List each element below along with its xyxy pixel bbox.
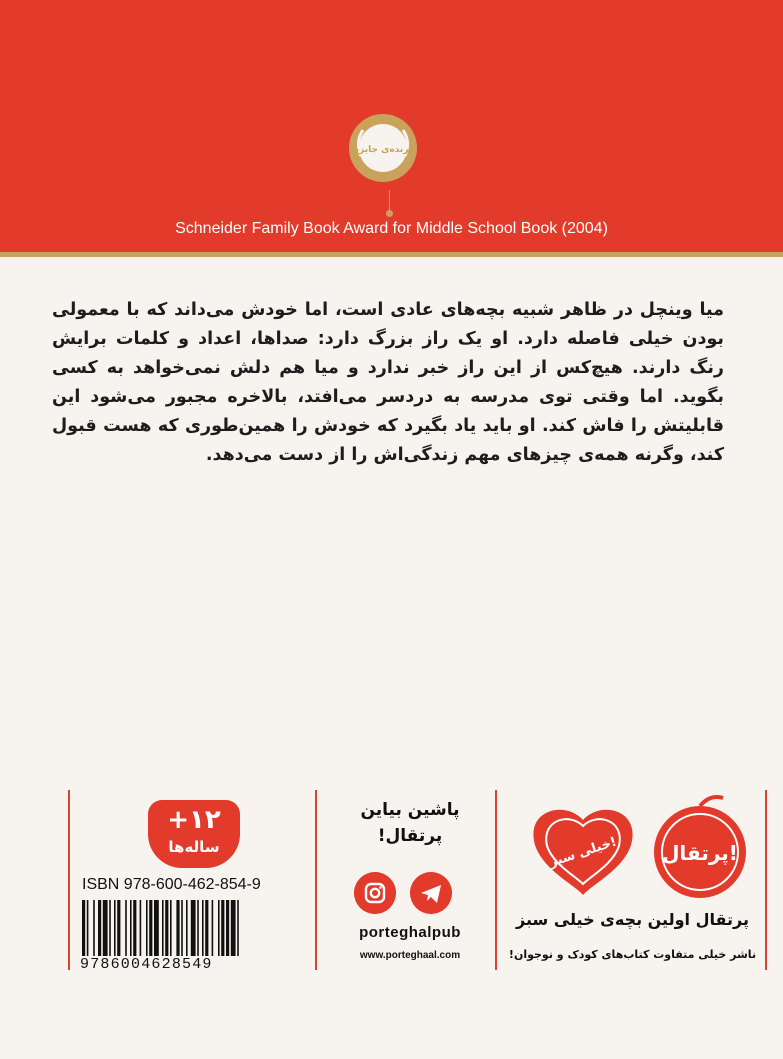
award-medal-icon [347, 112, 419, 184]
telegram-icon[interactable] [410, 872, 452, 914]
porteghal-logo-icon [654, 797, 746, 898]
book-description: میا وینچل در ظاهر شبیه بچه‌های عادی است، اما خودش می‌داند که با معمولی بودن خیلی فاصله دارد. او یک راز بزرگ دارد: صداها، اعداد و کلمات برایش رنگ دارند. هیچ‌کس از این راز خبر ندارد و میا هم دلش نمی‌خواهد به کسی بگوید. اما وقتی توی مدرسه به دردسر می‌افتد، بالاخره مجبور می‌شود این قابلیتش را فاش کند. او باید یاد بگیرد که خودش را همین‌طوری که هست قبول کند، وگرنه همه‌ی چیزهای مهم زندگی‌اش را از دست می‌دهد. [52, 300, 724, 465]
divider-right [765, 790, 767, 970]
instagram-icon[interactable] [354, 872, 396, 914]
publisher-subtagline: ناشر خیلی متفاوت کتاب‌های کودک و نوجوان! [508, 948, 757, 961]
isbn-text: ISBN 978-600-462-854-9 [82, 876, 261, 893]
award-badge-text: برنده‌ی جایزه [353, 145, 413, 155]
age-badge [148, 800, 240, 868]
imprint-logo-text: خیلی سبز! [547, 834, 619, 871]
award-dot [386, 210, 393, 217]
follow-line-1: پاشین بیاین [360, 800, 460, 820]
age-value: +۱۲ [167, 805, 221, 835]
publisher-logos [505, 790, 760, 910]
barcode-number: 9786004628549 [80, 956, 213, 973]
divider-left [68, 790, 70, 970]
award-line [389, 190, 390, 212]
social-handle: porteghalpub [359, 924, 461, 941]
award-title: Schneider Family Book Award for Middle School Book (2004) [175, 220, 608, 237]
follow-line-2: پرتقال! [377, 826, 443, 846]
publisher-logo-text: پرتقال! [662, 841, 738, 865]
website[interactable]: www.porteghaal.com [359, 950, 461, 961]
barcode [80, 900, 305, 956]
divider-mid-left [315, 790, 317, 970]
kheili-sabz-logo-icon [533, 810, 632, 895]
gold-divider [0, 252, 783, 257]
age-label: ساله‌ها [168, 838, 220, 856]
publisher-tagline: پرتقال اولین بچه‌ی خیلی سبز [516, 910, 749, 929]
divider-mid-right [495, 790, 497, 970]
